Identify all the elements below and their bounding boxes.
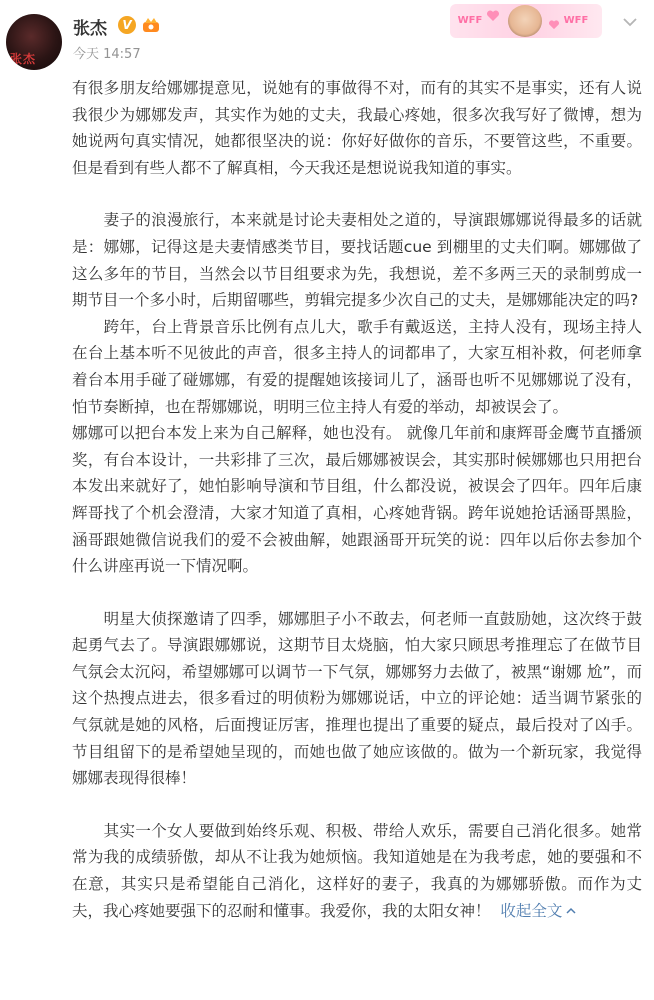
post-body bbox=[72, 75, 642, 924]
post-paragraph: 其实一个女人要做到始终乐观、积极、带给人欢乐，需要自己消化很多。她常常为我的成绩骄傲，却从不让我为她烦恼。我知道她是在为我考虑，她的要强和不在意，其实只是希望能自己消化，这样好的妻子，我真的为娜娜骄傲。而作为丈夫，我心疼她要强下的忍耐和懂事。我爱你，我的太阳女神！ bbox=[72, 821, 642, 920]
fan-card-avatar-icon bbox=[508, 5, 542, 37]
chevron-up-icon bbox=[565, 905, 577, 917]
heart-icon bbox=[486, 10, 500, 22]
heart-icon bbox=[548, 20, 560, 30]
post-header bbox=[0, 0, 654, 72]
post-paragraph-last bbox=[72, 818, 642, 924]
post-paragraph: 有很多朋友给娜娜提意见，说她有的事做得不对，而有的其实不是事实，还有人说我很少为娜娜发声，其实作为她的丈夫，我最心疼她，很多次我写好了微博，想为她说两句真实情况，她都很坚决的说：你好好做你的音乐，不要管这些，不重要。但是看到有些人都不了解真相，今天我还是想说说我知道的事实。 bbox=[72, 79, 642, 177]
collapse-label: 收起全文 bbox=[500, 901, 563, 920]
collapse-text-link[interactable] bbox=[500, 902, 577, 920]
post-paragraph: 跨年，台上背景音乐比例有点儿大，歌手有戴返送，主持人没有，现场主持人在台上基本听不见彼此的声音，很多主持人的词都串了，大家互相补救，何老师拿着台本用手碰了碰娜娜，有爱的提醒她该接词儿了，涵哥也听不见娜娜说了没有，怕节奏断掉，也在帮娜娜说，明明三位主持人有爱的举动，却被误会了。 bbox=[72, 317, 642, 416]
post-paragraph: 明星大侦探邀请了四季，娜娜胆子小不敢去，何老师一直鼓励她，这次终于鼓起勇气去了。导演跟娜娜说，这期节目太烧脑，怕大家只顾思考推理忘了在做节目气氛会太沉闷，希望娜娜可以调节一下气氛，娜娜努力去做了，被黑“谢娜 尬”，而这个热搜点进去，很多看过的明侦粉为娜娜说话，中立的评论她：适当调节紧张的气氛就是她的风格，后面搜证厉害，推理也提出了重要的疑点，最后投对了凶手。节目组留下的是希望她呈现的，而她也做了她应该做的。做为一个新玩家，我觉得娜娜表现得很棒！ bbox=[72, 609, 642, 788]
verified-badge-icon: V bbox=[118, 16, 136, 34]
fan-tag-left: WFF bbox=[457, 15, 483, 26]
chevron-down-icon[interactable] bbox=[620, 12, 640, 32]
username[interactable]: 张杰 bbox=[73, 19, 107, 39]
member-crown-icon bbox=[141, 15, 161, 35]
fan-tag-right: WFF bbox=[563, 15, 589, 26]
avatar[interactable] bbox=[6, 14, 62, 70]
post-timestamp: 今天 14:57 bbox=[73, 47, 141, 62]
post-paragraph: 妻子的浪漫旅行，本来就是讨论夫妻相处之道的，导演跟娜娜说得最多的话就是：娜娜，记得这是夫妻情感类节目，要找话题cue 到棚里的丈夫们啊。娜娜做了这么多年的节目，当然会以节目组要求为先，我想说，差不多两三天的录制剪成一期节目一个多小时，后期留哪些，剪辑完提多少次自己的丈夫，是娜娜能决定的吗? bbox=[72, 211, 642, 310]
post-paragraph: 娜娜可以把台本发上来为自己解释，她也没有。 就像几年前和康辉哥金鹰节直播颁奖，有台本设计，一共彩排了三次，最后娜娜被误会，其实那时候娜娜也只用把台本发出来就好了，她怕影响导演和节目组，什么都没说，被误会了四年。四年后康辉哥找了个机会澄清，大家才知道了真相，心疼她背锅。跨年说她抢话涵哥黑脸，涵哥跟她微信说我们的爱不会被曲解，她跟涵哥开玩笑的说：四年以后你去参加个什么讲座再说一下情况啊。 bbox=[72, 424, 642, 576]
avatar-caption: 张杰 bbox=[10, 52, 37, 66]
fan-card-badge[interactable] bbox=[450, 4, 602, 38]
